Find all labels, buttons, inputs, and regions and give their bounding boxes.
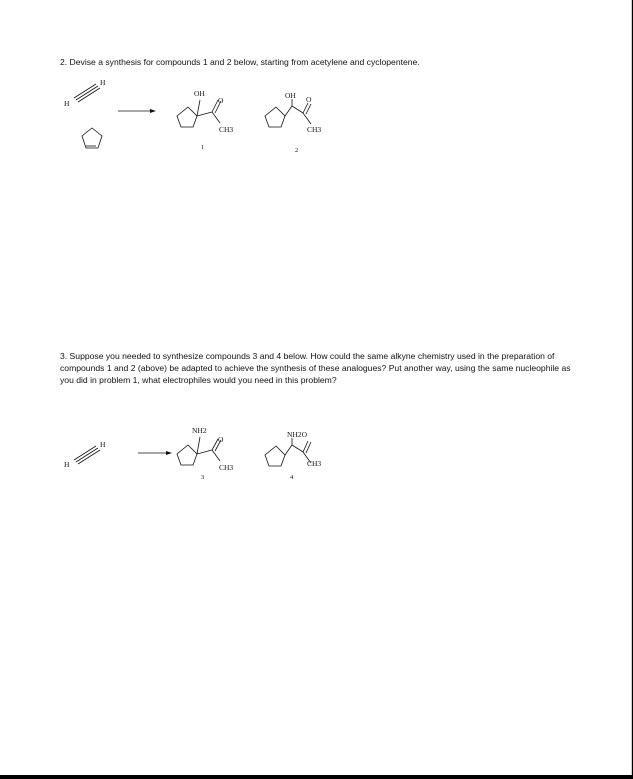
cyclopentene-structure <box>82 128 102 148</box>
compound-1-number: 1 <box>201 144 205 151</box>
acetylene-structure <box>64 78 106 108</box>
alkyne-h-top: H <box>100 78 106 87</box>
compound-2-structure <box>265 91 321 154</box>
compound-2-oh: OH <box>285 91 296 100</box>
compound-3-nh2: NH2 <box>192 426 207 435</box>
alkyne-h-top-2: H <box>100 440 106 449</box>
compound-1-oh: OH <box>194 89 205 98</box>
compound-2-ch3: CH3 <box>307 125 322 134</box>
alkyne-h-bottom: H <box>64 99 70 108</box>
question-3-scheme <box>0 415 633 485</box>
compound-2-number: 2 <box>295 147 299 154</box>
compound-4-number: 4 <box>290 474 294 481</box>
compound-3-ch3: CH3 <box>219 463 234 472</box>
compound-1-ch3: CH3 <box>219 125 234 134</box>
compound-3-o: O <box>218 435 224 444</box>
compound-1-o: O <box>218 96 224 105</box>
compound-4-structure <box>265 430 321 481</box>
compound-4-ch3: CH3 <box>307 459 322 468</box>
question-2-prompt: 2. Devise a synthesis for compounds 1 and 2 below, starting from acetylene and cyclopentene. <box>60 57 420 67</box>
compound-3-number: 3 <box>201 474 205 481</box>
compound-2-o: O <box>306 95 312 104</box>
compound-3-structure <box>177 426 233 481</box>
alkyne-h-bottom-2: H <box>64 460 70 469</box>
question-2-scheme <box>0 70 633 160</box>
compound-4-nh2o: NH2O <box>287 430 307 439</box>
reaction-arrow-2 <box>138 451 172 455</box>
compound-1-structure <box>177 89 233 151</box>
acetylene-structure-2 <box>64 440 106 469</box>
question-3-prompt: 3. Suppose you needed to synthesize compounds 3 and 4 below. How could the same alkyne chemistry used in the preparation of compounds 1 and 2 (above) be adapted to achieve the synthesis of these analogues? Put another way, using the same nucleophile as you did in problem 1, what electrophiles would you need in this problem? <box>60 351 571 385</box>
reaction-arrow <box>118 109 156 113</box>
